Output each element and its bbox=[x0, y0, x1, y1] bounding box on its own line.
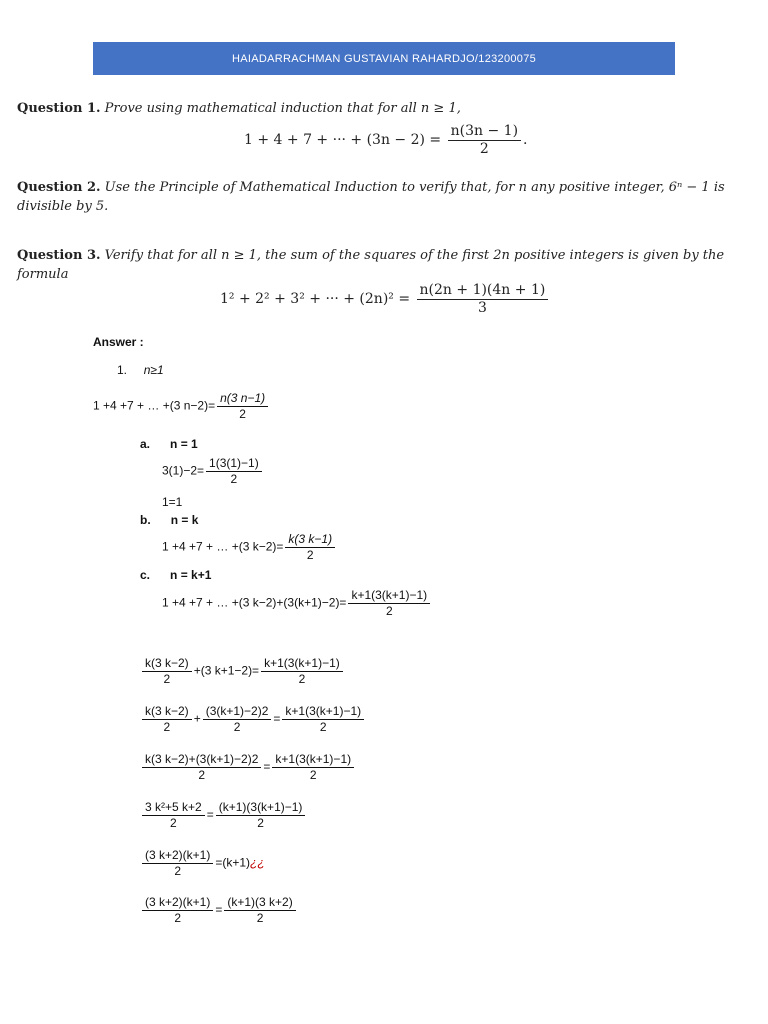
derivation-step-2: $\frac{k(3 k-2)}{2}$ + $\frac{(3(k+1)-2)2}{2}$ = $\frac{k+1(3(k+1)-1)}{2}$ bbox=[140, 704, 366, 735]
banner-title: HAIADARRACHMAN GUSTAVIAN RAHARDJO/123200075 bbox=[231, 52, 537, 65]
derivation-step-4: $\frac{\text{3 k²+5 k+2}}{2}$ = $\frac{(k+1)(3(k+1)-1)}{2}$ bbox=[140, 800, 307, 831]
formula-lhs: 1² + 2² + 3² + ··· + (2n)² = bbox=[220, 291, 411, 307]
case-a-result: 1=1 bbox=[162, 495, 183, 509]
derivation-step-3: $\frac{k(3 k-2)+(3(k+1)-2)2}{2}$ = $\frac{k+1(3(k+1)-1)}{2}$ bbox=[140, 752, 356, 783]
error-marker: ¿¿ bbox=[250, 855, 265, 870]
question-3-formula bbox=[220, 282, 550, 316]
question-3-text: Verify that for all n ≥ 1, the sum of the squares of the first 2n positive integers is given by the formula bbox=[17, 248, 725, 282]
name-banner bbox=[93, 42, 675, 75]
question-2-label: Question 2. bbox=[17, 180, 101, 195]
question-1-label: Question 1. bbox=[17, 101, 101, 116]
answer-heading: Answer : bbox=[93, 335, 144, 349]
case-a-heading: a. n = 1 bbox=[140, 437, 198, 451]
question-3-label: Question 3. bbox=[17, 248, 101, 263]
question-1-formula: 1 + 4 + 7 + ··· + (3n − 2) = $\frac{n(3n - 1)}{2}$ . bbox=[244, 123, 528, 157]
case-b-heading: b. n = k bbox=[140, 513, 199, 527]
formula-fraction: $\frac{n(3n - 1)}{2}$ bbox=[448, 123, 521, 157]
formula-lhs: 1 + 4 + 7 + ··· + (3n − 2) = bbox=[244, 132, 442, 148]
case-a-equation: 3(1)−2= $\frac{1(3(1)-1)}{2}$ bbox=[162, 456, 264, 487]
question-3 bbox=[17, 246, 752, 284]
question-2-text: Use the Principle of Mathematical Induction to verify that, for n any positive integer, 6ⁿ − 1 is divisible by 5. bbox=[17, 180, 725, 214]
case-b-equation: 1 +4 +7 + … +(3 k−2)= $\frac{k(3 k-1)}{2}$ bbox=[162, 532, 337, 563]
derivation-step-5: $\frac{(3 k+2)(k+1)}{2}$ =(k+1)¿¿ bbox=[140, 848, 265, 879]
formula-fraction: $\frac{n(2n + 1)(4n + 1)}{3}$ bbox=[417, 282, 549, 316]
answer-main-equation: 1 +4 +7 + … +(3 n−2)= $\frac{n(3 n-1)}{2}$ bbox=[93, 391, 270, 422]
answer-item-1: 1. n≥1 bbox=[117, 363, 164, 377]
case-c-equation: 1 +4 +7 + … +(3 k−2)+(3(k+1)−2)= $\frac{k+1(3(k+1)-1)}{2}$ bbox=[162, 588, 432, 619]
question-1-text: Prove using mathematical induction that for all n ≥ 1, bbox=[104, 101, 461, 116]
question-1 bbox=[17, 99, 752, 118]
derivation-step-6: $\frac{(3 k+2)(k+1)}{2}$ = $\frac{(k+1)(3 k+2)}{2}$ bbox=[140, 895, 298, 926]
derivation-step-1: $\frac{k(3 k-2)}{2}$ +(3 k+1−2)= $\frac{k+1(3(k+1)-1)}{2}$ bbox=[140, 656, 345, 687]
case-c-heading: c. n = k+1 bbox=[140, 568, 212, 582]
question-2 bbox=[17, 178, 752, 216]
